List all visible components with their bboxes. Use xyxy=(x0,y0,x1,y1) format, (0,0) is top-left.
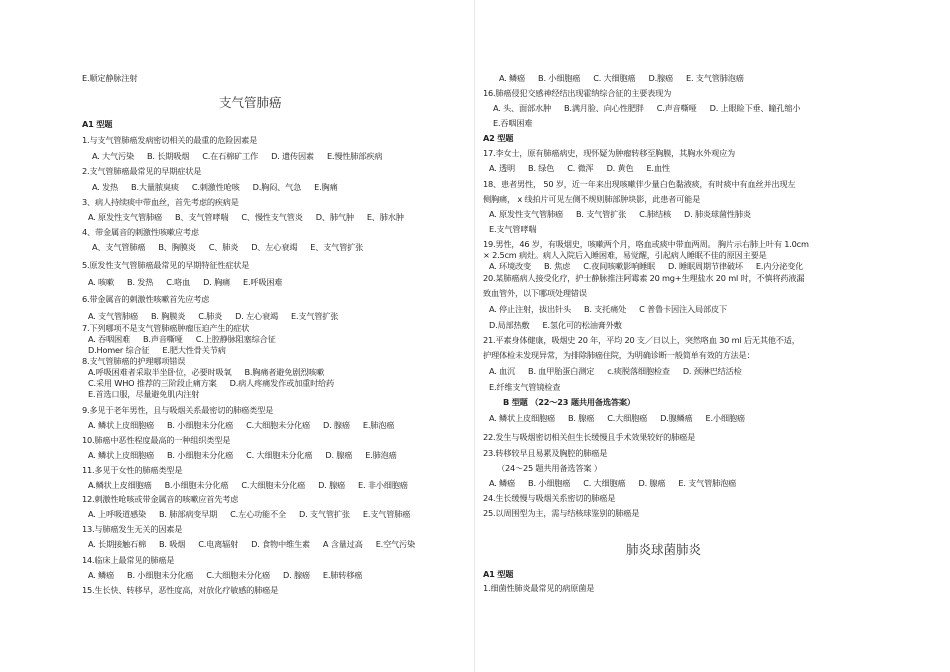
question-type-heading: B 型题 （22～23 题共用备选答案） xyxy=(503,397,635,407)
question-type-heading: A2 型题 xyxy=(483,133,514,143)
answer-option: D.病人疼痛发作或加重时给药 xyxy=(229,378,335,388)
answer-options-row xyxy=(92,151,382,162)
question-text: 18、患者男性， 50 岁，近一年来出现咳嗽伴少量白色黏液痰，有时痰中有血丝并出现左 xyxy=(483,179,796,189)
answer-option: D. 腺癌 xyxy=(318,480,346,490)
answer-option: C. 大细胞癌 xyxy=(593,73,636,83)
answer-options-row xyxy=(489,320,622,331)
answer-option: A. 透明 xyxy=(489,163,516,173)
answer-option: C 普鲁卡因注入局部皮下 xyxy=(639,304,727,314)
answer-option: A. 停止注射，拔出针头 xyxy=(489,304,571,314)
answer-option: A. 上呼吸道感染 xyxy=(88,509,146,519)
answer-option: D、肺气肿 xyxy=(315,212,354,222)
question-text: 1.与支气管肺癌发病密切相关的最重的危险因素是 xyxy=(82,135,258,145)
answer-option: A. 头、面部水肿 xyxy=(493,103,551,113)
answer-option: B. 血甲胎蛋白测定 xyxy=(528,366,595,376)
answer-option: C.左心功能不全 xyxy=(230,509,287,519)
answer-option: D. 胸痛 xyxy=(203,277,231,287)
question-text: 侧胸痛， x 线拍片可见左侧不规则肺部肿块影，此患者可能是 xyxy=(483,194,701,204)
answer-option: D. 腺癌 xyxy=(638,478,666,488)
answer-option: A. 咳嗽 xyxy=(88,277,115,287)
answer-option: D. 肺炎球菌性肺炎 xyxy=(684,209,751,219)
question-text: E.顺定静脉注射 xyxy=(82,73,138,83)
question-text: E.吞咽困难 xyxy=(493,118,533,128)
section-title: 支气管肺癌 xyxy=(219,95,282,110)
answer-option: E.慢性肺部疾病 xyxy=(326,151,383,161)
question-text: （24～25 题共用备选答案 ） xyxy=(497,463,602,473)
answer-option: C.上腔静脉阻塞综合征 xyxy=(195,334,276,344)
answer-option: C. 大细胞癌 xyxy=(583,478,626,488)
answer-option: C.大细胞癌 xyxy=(607,413,648,423)
answer-option: C.咯血 xyxy=(166,277,191,287)
answer-option: D. 上眼睑下垂、瞳孔缩小 xyxy=(709,103,801,113)
answer-option: B. 胸膜炎 xyxy=(151,311,186,321)
answer-option: D.腺癌 xyxy=(648,73,673,83)
answer-option: A. 鳞癌 xyxy=(489,478,516,488)
answer-option: C. 微浑 xyxy=(567,163,594,173)
answer-option: B.小细胞未分化癌 xyxy=(164,480,229,490)
answer-option: E、肺水肿 xyxy=(366,212,404,222)
answer-option: C.刺激性呛咳 xyxy=(191,182,240,192)
answer-option: B. 小细胞未分化癌 xyxy=(166,420,234,430)
answer-option: B. 长期吸烟 xyxy=(147,151,190,161)
answer-option: B.声音嘶哑 xyxy=(143,334,183,344)
question-text: 22.发生与吸烟密切相关但生长缓慢且手术效果较好的肺癌是 xyxy=(483,432,696,442)
answer-option: E.肺转移癌 xyxy=(322,570,363,580)
answer-option: D. 腺癌 xyxy=(283,570,310,580)
answer-option: C. 大细胞未分化癌 xyxy=(246,450,313,460)
question-text: E.支气管哮喘 xyxy=(489,224,537,234)
answer-option: C.大细胞未分化癌 xyxy=(241,480,306,490)
question-text: 6.带金属音的刺激性咳嗽首先应考虑 xyxy=(82,294,210,304)
question-text: 11.多见于女性的肺癌类型是 xyxy=(82,465,183,475)
question-text: 3、病人持续痰中带血丝，首先考虑的疾病是 xyxy=(82,197,239,207)
answer-option: A. 血沉 xyxy=(489,366,516,376)
question-text: 20.某肺癌病人接受化疗，护士静脉推注阿霉素 20 mg+生理盐水 20 ml 时，不慎将药液漏 xyxy=(483,273,805,283)
answer-option: E.肥大性骨关节病 xyxy=(162,345,226,355)
question-text: 21.平素身体健康，吸烟史 20 年，平均 20 支／日以上，突然咯血 30 ml 后无其他不适， xyxy=(483,335,800,345)
answer-option: B. 小细胞癌 xyxy=(528,478,571,488)
question-text: 9.多见于老年男性，且与吸烟关系最密切的肺癌类型是 xyxy=(82,405,274,415)
answer-option: B、支气管哮喘 xyxy=(174,212,229,222)
answer-option: B.大量脓臭痰 xyxy=(131,182,179,192)
answer-option: A. 鳞癌 xyxy=(499,73,526,83)
answer-option: D、左心衰竭 xyxy=(251,242,298,252)
answer-option: B、胸膜炎 xyxy=(158,242,196,252)
answer-option: C.声音嘶哑 xyxy=(656,103,697,113)
answer-option: A.呼吸困难者采取半坐卧位，必要时吸氧 xyxy=(88,367,232,377)
answer-option: E.内分泌变化 xyxy=(755,261,804,271)
answer-option: E.小细胞癌 xyxy=(705,413,745,423)
answer-options-row xyxy=(88,311,338,322)
question-text: 24.生长缓慢与吸烟关系密切的肺癌是 xyxy=(483,493,616,503)
left-page-column xyxy=(82,0,470,672)
answer-option: B. 吸烟 xyxy=(159,539,186,549)
answer-options-row xyxy=(489,478,736,489)
answer-option: A. 大气污染 xyxy=(92,151,135,161)
answer-option: C.大细胞未分化癌 xyxy=(246,420,310,430)
answer-option: B. 绿色 xyxy=(528,163,555,173)
question-text: E.纤维支气管镜检查 xyxy=(489,382,561,392)
answer-option: E.血性 xyxy=(646,163,670,173)
answer-options-row xyxy=(88,378,334,389)
question-text: 25.以周围型为主，需与结核球鉴别的肺癌是 xyxy=(483,508,640,518)
answer-options-row xyxy=(88,509,410,520)
answer-option: D.局部热敷 xyxy=(489,320,530,330)
answer-option: E.氢化可的松油膏外敷 xyxy=(542,320,622,330)
answer-options-row xyxy=(88,367,324,378)
section-title: 肺炎球菌肺炎 xyxy=(626,542,702,557)
answer-options-row xyxy=(88,277,282,288)
answer-options-row xyxy=(88,480,408,491)
question-text: 13.与肺癌发生无关的因素是 xyxy=(82,524,183,534)
answer-option: B. 小细胞癌 xyxy=(538,73,581,83)
question-text: 护理体检未发现异常，为排除肺癌住院，为明确诊断一般简单有效的方法是： xyxy=(483,350,755,360)
answer-option: A. 原发性支气管肺癌 xyxy=(88,212,162,222)
answer-options-row xyxy=(88,570,362,581)
answer-option: B.胸痛者避免剧烈咳嗽 xyxy=(244,367,325,377)
answer-option: B. 焦虑 xyxy=(544,261,571,271)
answer-options-row xyxy=(493,103,800,114)
answer-option: E.支气管肺癌 xyxy=(362,509,411,519)
answer-option: E.肺泡癌 xyxy=(365,450,397,460)
answer-option: E.空气污染 xyxy=(375,539,416,549)
answer-option: D. 黄色 xyxy=(606,163,634,173)
answer-option: A. 鳞状上皮细胞癌 xyxy=(489,413,555,423)
answer-option: A. 原发性支气管肺癌 xyxy=(489,209,563,219)
answer-option: E.呼吸困难 xyxy=(243,277,283,287)
question-text: 2.支气管肺癌最常见的早期症状是 xyxy=(82,166,202,176)
question-text: 19.男性，46 岁，有吸烟史，咳嗽两个月，咯血或痰中带血两周。 胸片示右肺上叶有 1.0cm xyxy=(483,239,809,249)
answer-option: B. 发热 xyxy=(127,277,154,287)
question-text: 10.肺癌中恶性程度最高的一种组织类型是 xyxy=(82,435,231,445)
answer-option: D.腺鳞癌 xyxy=(660,413,693,423)
question-text: 23.转移较早且易累及胸腔的肺癌是 xyxy=(483,448,608,458)
answer-option: A. 鳞状上皮细胞癌 xyxy=(88,450,154,460)
answer-option: D. 支气管扩张 xyxy=(299,509,350,519)
answer-option: B. 小细胞未分化癌 xyxy=(127,570,194,580)
question-text: 15.生长快、转移早，恶性度高，对放化疗敏感的肺癌是 xyxy=(82,585,279,595)
answer-options-row xyxy=(88,334,276,345)
answer-option: E. 支气管肺泡癌 xyxy=(686,73,744,83)
answer-option: A. 吞咽困难 xyxy=(88,334,131,344)
answer-option: B. 支托痛处 xyxy=(583,304,627,314)
answer-option: D.Homer 综合征 xyxy=(88,345,150,355)
answer-option: C.采用 WHO 推荐的三阶段止痛方案 xyxy=(88,378,217,388)
answer-option: A. 鳞状上皮细胞癌 xyxy=(88,420,154,430)
answer-option: C、慢性支气管炎 xyxy=(241,212,303,222)
page-gutter-divider xyxy=(474,0,475,672)
answer-options-row xyxy=(92,182,337,193)
question-text: × 2.5cm 病灶。病人入院后入睡困难，易觉醒，引起病人睡眠不佳的原因主要是 xyxy=(483,250,767,260)
answer-options-row xyxy=(88,212,404,223)
answer-option: E、支气管扩张 xyxy=(310,242,364,252)
question-text: E.首选口服，尽量避免肌内注射 xyxy=(88,389,200,399)
answer-option: c.痰脱落细胞检查 xyxy=(607,366,670,376)
question-text: 16.肺癌侵犯交感神经结出现霍纳综合征的主要表现为 xyxy=(483,88,672,98)
answer-options-row xyxy=(489,413,745,424)
answer-options-row xyxy=(88,345,226,356)
answer-option: A.鳞状上皮细胞癌 xyxy=(88,480,152,490)
answer-option: E. 支气管肺泡癌 xyxy=(678,478,737,488)
answer-option: B. 肺部病变早期 xyxy=(159,509,218,519)
answer-options-row xyxy=(88,420,394,431)
question-text: 12.刺激性呛咳或带金属音的咳嗽应首先考虑 xyxy=(82,494,239,504)
answer-option: D. 腺癌 xyxy=(322,420,350,430)
answer-option: A. 长期接触石棉 xyxy=(88,539,146,549)
answer-options-row xyxy=(499,73,744,84)
answer-option: A 含量过高 xyxy=(322,539,363,549)
question-text: 17.李女士，原有肺癌病史，现怀疑为肿瘤转移至胸膜，其胸水外观应为 xyxy=(483,148,736,158)
answer-option: D. 睡眠周期节律破坏 xyxy=(668,261,743,271)
answer-option: B. 小细胞未分化癌 xyxy=(166,450,234,460)
question-text: 1.细菌性肺炎最常见的病原菌是 xyxy=(483,583,595,593)
answer-option: A、支气管肺癌 xyxy=(92,242,146,252)
answer-option: D. 腺癌 xyxy=(325,450,353,460)
answer-option: E.肺泡癌 xyxy=(362,420,395,430)
right-page-column xyxy=(483,0,883,672)
answer-option: D. 遗传因素 xyxy=(271,151,314,161)
answer-option: B. 支气管扩张 xyxy=(575,209,627,219)
answer-options-row xyxy=(489,163,670,174)
answer-option: B. 腺癌 xyxy=(567,413,595,423)
answer-option: E. 非小细胞癌 xyxy=(358,480,408,490)
question-text: 14.临床上最常见的肺癌是 xyxy=(82,555,175,565)
answer-options-row xyxy=(489,366,742,377)
answer-option: A. 支气管肺癌 xyxy=(88,311,138,321)
question-type-heading: A1 型题 xyxy=(82,119,113,129)
answer-options-row xyxy=(489,209,751,220)
answer-options-row xyxy=(88,450,397,461)
question-text: 7.下列哪项不是支气管肺癌肿瘤压迫产生的症状 xyxy=(82,323,250,333)
answer-option: C.夜间咳嗽影响睡眠 xyxy=(583,261,656,271)
question-text: 4、带金属音的刺激性咳嗽应考虑 xyxy=(82,227,199,237)
question-type-heading: A1 型题 xyxy=(483,569,514,579)
answer-option: E.支气管扩张 xyxy=(290,311,339,321)
answer-options-row xyxy=(92,242,363,253)
answer-options-row xyxy=(88,539,415,550)
answer-option: B.满月脸、向心性肥胖 xyxy=(564,103,644,113)
answer-options-row xyxy=(489,261,803,272)
answer-option: C.肺结核 xyxy=(639,209,672,219)
answer-option: C.大细胞未分化癌 xyxy=(206,570,271,580)
answer-option: E.胸痛 xyxy=(314,182,338,192)
answer-option: C、肺炎 xyxy=(208,242,239,252)
answer-option: C.肺炎 xyxy=(198,311,223,321)
answer-option: A. 发热 xyxy=(92,182,119,192)
answer-options-row xyxy=(489,304,727,315)
answer-option: D. 颈淋巴结活检 xyxy=(682,366,742,376)
answer-option: A. 鳞癌 xyxy=(88,570,115,580)
answer-option: D. 食物中维生素 xyxy=(251,539,310,549)
answer-option: D.胸闷、气急 xyxy=(252,182,302,192)
answer-option: A. 环境改变 xyxy=(489,261,532,271)
question-text: 5.原发性支气管肺癌最常见的早期特征性症状是 xyxy=(82,260,250,270)
answer-option: C.电离辐射 xyxy=(198,539,239,549)
question-text: 致血管外，以下哪项处理错误 xyxy=(483,288,587,298)
question-text: 8.支气管肺癌的护理哪项错误 xyxy=(82,356,186,366)
answer-option: D. 左心衰竭 xyxy=(235,311,278,321)
answer-option: C.在石棉矿工作 xyxy=(202,151,259,161)
